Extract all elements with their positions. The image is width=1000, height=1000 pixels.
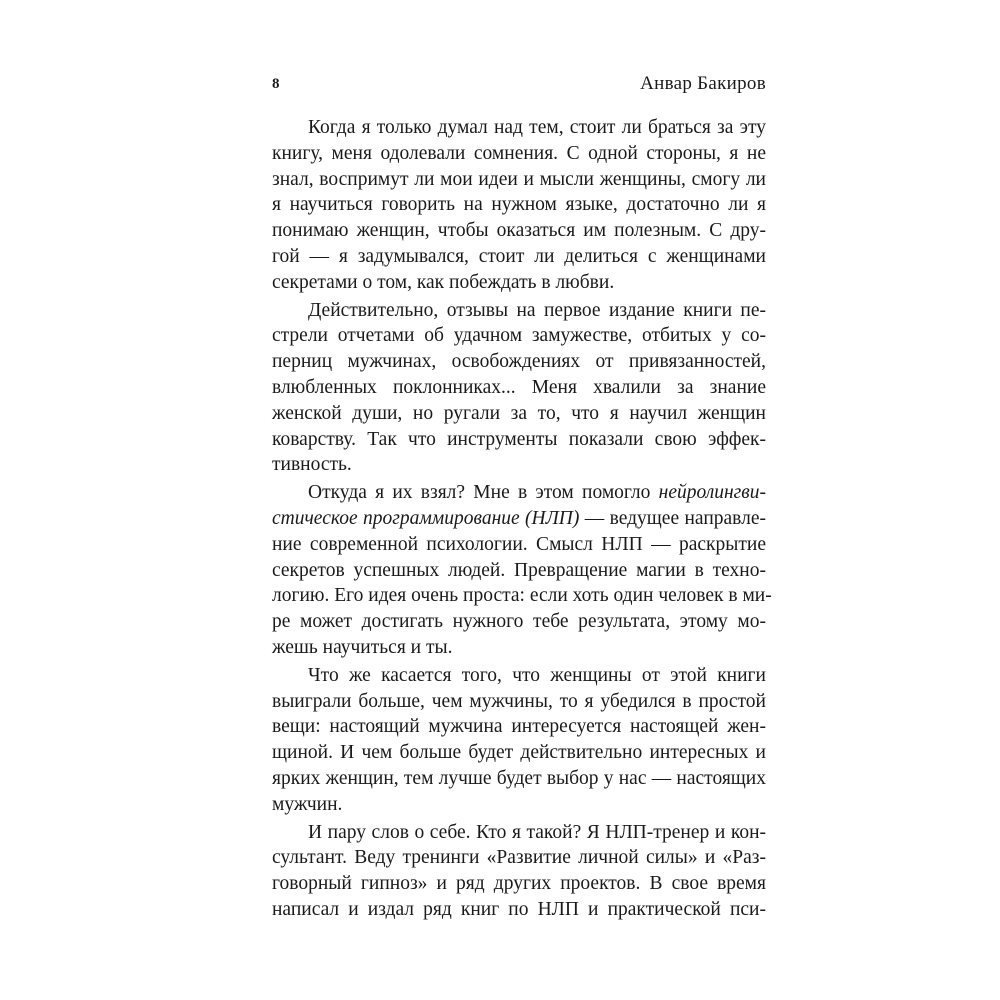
text-line: женской души, но ругали за то, что я научил женщин — [272, 402, 766, 424]
paragraph-5 — [272, 820, 766, 923]
text-line — [272, 480, 766, 506]
text-line: стрели отчетами об удачном замужестве, отбитых у со- — [272, 325, 766, 347]
text-line: написал и издал ряд книг по НЛП и практической пси- — [272, 898, 766, 920]
running-head — [272, 72, 766, 96]
text-line: жешь научиться и ты. — [272, 636, 453, 658]
text-line: мужчин. — [272, 793, 343, 815]
text-line: секретов успешных людей. Превращение магии в техно- — [272, 559, 766, 581]
text-line: понимаю женщин, чтобы оказаться им полезным. С дру- — [272, 220, 766, 242]
text-line: знал, воспримут ли мои идеи и мысли женщины, смогу ли — [272, 168, 766, 190]
text-line: Действительно, отзывы на первое издание книги пе- — [308, 299, 766, 321]
text-line: коварству. Так что инструменты показали свою эффек- — [272, 428, 766, 450]
text-line: щиной. И чем больше будет действительно интересных и — [272, 742, 766, 764]
paragraph-2 — [272, 298, 766, 479]
text-line: вещи: настоящий мужчина интересуется настоящей жен- — [272, 716, 766, 738]
italic-term: стическое программирование (НЛП) — [272, 507, 580, 529]
text-line: ре может достигать нужного тебе результата, этому мо- — [272, 611, 766, 633]
text-line: ярких женщин, тем лучше будет выбор у нас — настоящих — [272, 767, 766, 789]
text-line: выиграли больше, чем мужчины, то я убедился в простой — [272, 690, 766, 712]
paragraph-1 — [272, 115, 766, 296]
text-line: я научиться говорить на нужном языке, достаточно ли я — [272, 194, 766, 216]
text-line: гой — я задумывался, стоит ли делиться с женщинами — [272, 245, 766, 267]
text-line: говорный гипноз» и ряд других проектов. В свое время — [272, 873, 766, 895]
body-text — [272, 115, 772, 925]
text-line: влюбленных поклонниках... Меня хвалили за знание — [272, 376, 766, 398]
text-run: Откуда я их взял? Мне в этом помогло — [308, 482, 659, 504]
text-line: ние современной психологии. Смысл НЛП — раскрытие — [272, 533, 766, 555]
text-line: книгу, меня одолевали сомнения. С одной стороны, я не — [272, 142, 766, 164]
text-line: сультант. Веду тренинги «Развитие личной силы» и «Раз- — [272, 847, 766, 869]
text-line: перниц мужчинах, освобождениях от привязанностей, — [272, 351, 766, 373]
page-number: 8 — [272, 76, 280, 92]
text-line: Когда я только думал над тем, стоит ли браться за эту — [308, 117, 766, 138]
text-line: тивность. — [272, 454, 352, 476]
text-line: И пару слов о себе. Кто я такой? Я НЛП-тренер и кон- — [308, 821, 766, 843]
italic-term: нейролингви- — [658, 482, 766, 504]
running-head-author: Анвар Бакиров — [640, 73, 766, 94]
paragraph-4 — [272, 663, 766, 818]
text-line: Что же касается того, что женщины от этой книги — [308, 664, 766, 686]
text-line: секретами о том, как побеждать в любви. — [272, 271, 615, 293]
text-run: — ведущее направле- — [579, 507, 766, 529]
text-line — [272, 506, 766, 532]
paragraph-3 — [272, 480, 772, 661]
text-line: логию. Его идея очень проста: если хоть один человек в ми- — [272, 585, 772, 607]
